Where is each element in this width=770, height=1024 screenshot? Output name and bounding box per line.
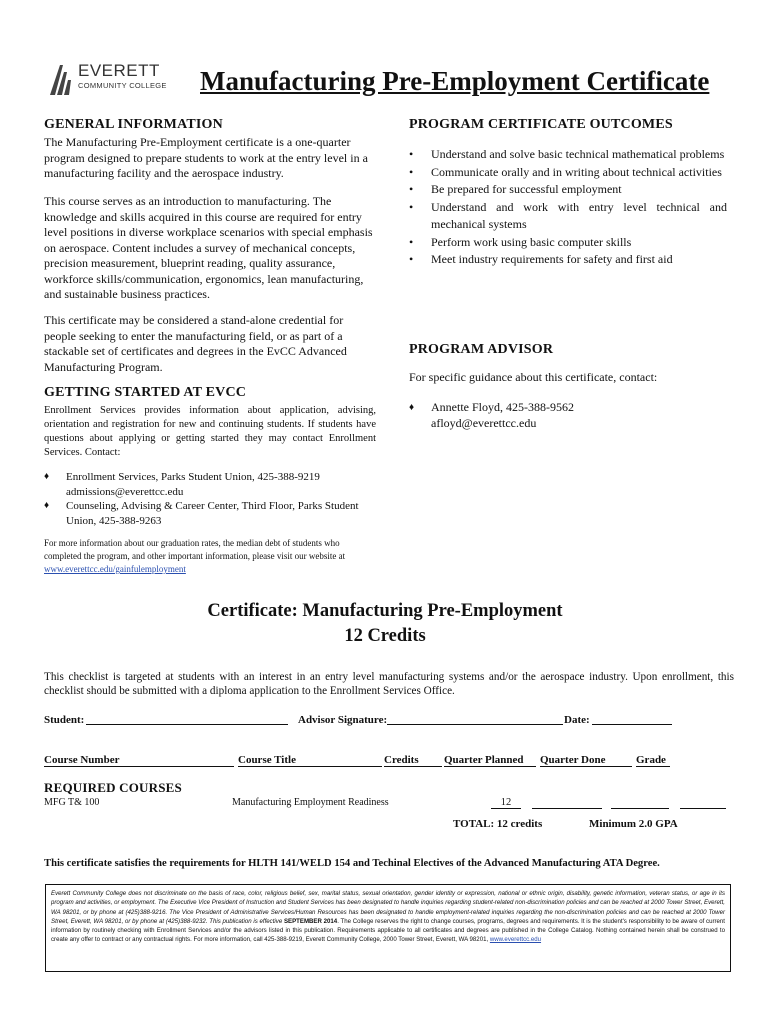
quarter-done-field[interactable] bbox=[611, 797, 669, 809]
header-course-title: Course Title bbox=[238, 754, 382, 767]
notice-text-2: . The College reserves the right to change courses, programs, degrees and requirements. It is the student's responsibility to be aware of current information by routinely checking with Enrollment Services and/or the advisors listed in this publication. Requirements applicable to all certificates and degrees are published in the College Catalog. Nothing contained herein shall be construed to create any offer to contract or any contractual rights. For more information, call 425-388-9219, Everett Community College, 2000 Tower Street, Everett, WA 98201, bbox=[51, 917, 726, 944]
total-credits: TOTAL: 12 credits bbox=[453, 818, 543, 830]
contact-list bbox=[44, 470, 376, 528]
contact-enrollment bbox=[44, 470, 376, 499]
more-info-sentence: For more information about our graduation rates, the median debt of students who completed the program, and other important information, please visit our website at bbox=[44, 538, 346, 561]
outcomes-heading: PROGRAM CERTIFICATE OUTCOMES bbox=[409, 117, 673, 132]
more-info-text bbox=[44, 537, 369, 576]
student-name-field[interactable] bbox=[86, 713, 288, 725]
header-quarter-planned: Quarter Planned bbox=[444, 754, 536, 767]
outcome-item: • Understand and solve basic technical mathematical problems bbox=[409, 146, 727, 164]
non-discrimination-notice bbox=[45, 884, 731, 972]
advisor-email[interactable]: afloyd@everettcc.edu bbox=[431, 415, 537, 430]
program-advisor-heading: PROGRAM ADVISOR bbox=[409, 342, 554, 357]
student-label: Student: bbox=[44, 714, 85, 726]
logo-name: EVERETT bbox=[78, 61, 160, 80]
logo-subtitle: COMMUNITY COLLEGE bbox=[78, 81, 167, 90]
contact-counseling bbox=[44, 499, 376, 528]
checklist-text: This checklist is targeted at students with an interest in an entry level manufacturing systems and/or the aerospace industry. Upon enrollment, this checklist should be submitted with a diploma application to the Enrollment Services Office. bbox=[44, 671, 734, 697]
getting-started-text: Enrollment Services provides information about application, advising, orientation and registration for new and continuing students. If students have questions about applying or getting started they may contact Enrollment Services. Contact: bbox=[44, 405, 376, 458]
general-paragraph-2: This course serves as an introduction to manufacturing. The knowledge and skills acquired in this course are required for entry level positions in diverse workplace scenarios with special emphasis on aerospace. Content includes a survey of mechanical concepts, precision measurement, blueprint reading, quality assurance, workforce skills/communication, ergonomics, lean manufacturing, and sustainable business practices. bbox=[44, 194, 373, 301]
contact-enrollment-line: ♦ Enrollment Services, Parks Student Union, 425-388-9219 bbox=[66, 471, 320, 483]
course-title: Manufacturing Employment Readiness bbox=[232, 797, 389, 808]
certificate-title: Certificate: Manufacturing Pre-Employment bbox=[207, 601, 563, 621]
contact-enrollment-email[interactable]: admissions@everettcc.edu bbox=[66, 485, 184, 498]
gainful-employment-link[interactable]: www.everettcc.edu/gainfulemployment bbox=[44, 564, 186, 574]
certificate-credits: 12 Credits bbox=[344, 626, 426, 646]
page-title: Manufacturing Pre-Employment Certificate bbox=[200, 66, 710, 96]
outcome-item: • Meet industry requirements for safety and first aid bbox=[409, 251, 727, 269]
outcome-item: • Be prepared for successful employment bbox=[409, 181, 727, 199]
general-information-heading: GENERAL INFORMATION bbox=[44, 117, 223, 132]
header-grade: Grade bbox=[636, 754, 670, 767]
date-label: Date: bbox=[564, 714, 590, 726]
quarter-planned-field[interactable] bbox=[532, 797, 602, 809]
college-website-link[interactable]: www.everettcc.edu bbox=[489, 936, 542, 944]
header-course-number: Course Number bbox=[44, 754, 234, 767]
outcomes-list bbox=[409, 146, 727, 269]
course-number: MFG T& 100 bbox=[44, 797, 100, 808]
outcome-item: • Perform work using basic computer skills bbox=[409, 234, 727, 252]
general-paragraph-1: The Manufacturing Pre-Employment certificate is a one-quarter program designed to prepare students to work at the entry level in a manufacturing facility and the aerospace industry. bbox=[44, 135, 368, 180]
advisor-signature-label: Advisor Signature: bbox=[298, 714, 388, 726]
advisor-signature-field[interactable] bbox=[387, 713, 563, 725]
minimum-gpa: Minimum 2.0 GPA bbox=[589, 818, 678, 830]
notice-text-1: Everett Community College does not discriminate on the basis of race, color, religious belief, sex, marital status, sexual orientation, gender identity or expression, national or ethnic origin, disability, genetic information, veteran status, or age in its program and activities, or employment. The Executive Vice President of Instruction and Student Services has been designated to handle inquiries regarding student-related non-discrimination policies and can be reached at 2000 Tower Street, Everett, WA 98201, or by phone at (425)388-9216. The Vice President of Administrative Services/Human Resources has been designated to handle employment-related inquiries regarding the non-discrimination policies and can be reached at 2000 Tower Street, Everett, WA 98201, or by phone at (425)388-9232. This publication is effective bbox=[51, 890, 725, 925]
general-paragraph-3: This certificate may be considered a stand-alone credential for people seeking to enter the manufacturing field, or as part of a stackable set of certificates and degrees in the EvCC Advanced Manufacturing Program. bbox=[44, 313, 347, 374]
advisor-contact bbox=[409, 400, 727, 431]
advisor-intro: For specific guidance about this certificate, contact: bbox=[409, 370, 658, 384]
date-field[interactable] bbox=[592, 713, 672, 725]
contact-counseling-line: ♦ Counseling, Advising & Career Center, Third Floor, Parks Student Union, 425-388-9263 bbox=[66, 500, 359, 527]
course-credits: 12 bbox=[491, 797, 521, 809]
header-credits: Credits bbox=[384, 754, 442, 767]
outcome-item: • Understand and work with entry level technical and mechanical systems bbox=[409, 199, 727, 234]
grade-field[interactable] bbox=[680, 797, 726, 809]
satisfies-statement: This certificate satisfies the requirements for HLTH 141/WELD 154 and Techinal Electives of the Advanced Manufacturing ATA Degree. bbox=[44, 858, 660, 869]
notice-effective-date: SEPTEMBER 2014 bbox=[283, 917, 338, 925]
college-logo-mark bbox=[48, 62, 76, 96]
advisor-name: ♦ Annette Floyd, 425-388-9562 bbox=[431, 400, 574, 414]
getting-started-heading: GETTING STARTED AT EVCC bbox=[44, 385, 247, 400]
advisor-contact-item bbox=[409, 400, 727, 431]
college-logo bbox=[48, 62, 180, 96]
header-quarter-done: Quarter Done bbox=[540, 754, 632, 767]
required-courses-heading: REQUIRED COURSES bbox=[44, 780, 182, 795]
outcome-item: • Communicate orally and in writing about technical activities bbox=[409, 164, 727, 182]
